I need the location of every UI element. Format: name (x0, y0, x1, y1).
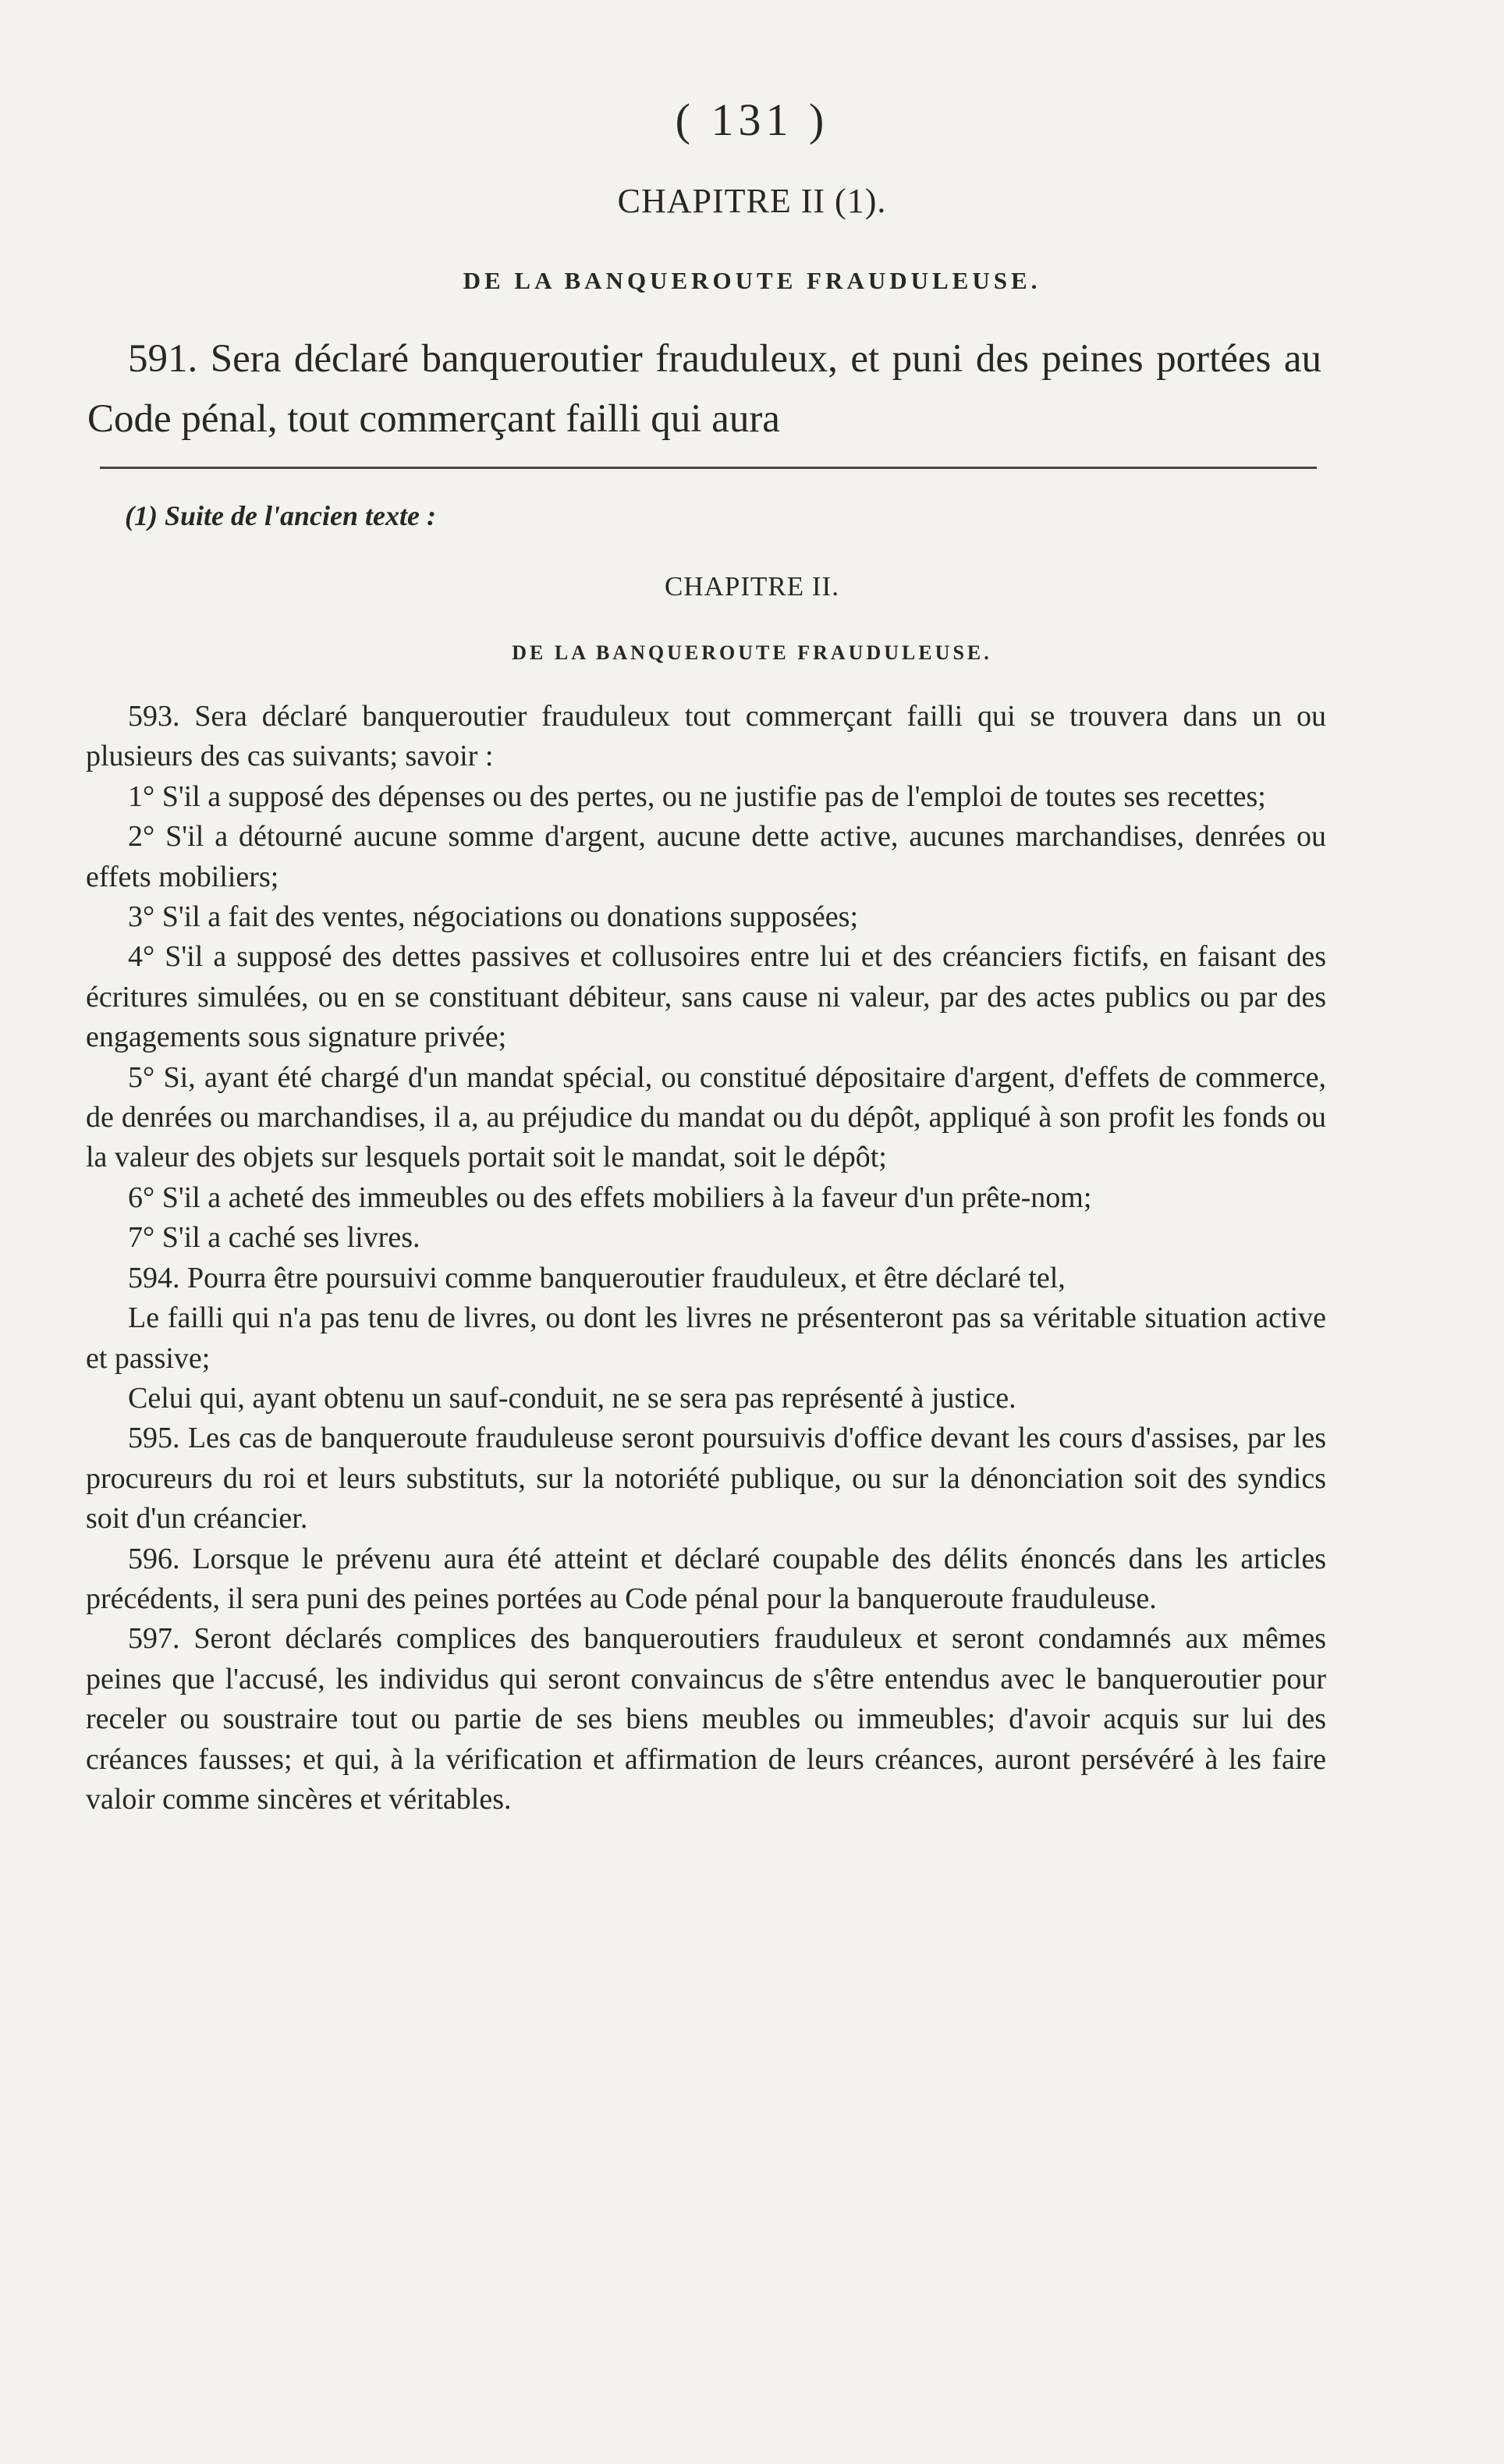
footnote-paragraph: 595. Les cas de banqueroute frauduleuse seront poursuivis d'office devant les cours d'assises, par les procureurs du roi et leurs substituts, sur la notoriété publique, ou sur la dénonciation soit des syndics soit d'un créancier. (86, 1422, 1326, 1536)
footnote-paragraph: 7° S'il a caché ses livres. (128, 1221, 420, 1255)
footnote-body (86, 697, 1326, 1820)
section-title: DE LA BANQUEROUTE FRAUDULEUSE. (463, 267, 1041, 294)
footnote-paragraph: 1° S'il a supposé des dépenses ou des pertes, ou ne justifie pas de l'emploi de toutes ses recettes; (128, 779, 1266, 813)
footnote-paragraph: Le failli qui n'a pas tenu de livres, ou dont les livres ne présenteront pas sa véritable situation active et passive; (86, 1301, 1326, 1375)
footnote-paragraph: 5° Si, ayant été chargé d'un mandat spécial, ou constitué dépositaire d'argent, d'effets de commerce, de denrées ou marchandises, il a, au préjudice du mandat ou du dépôt, appliqué à son profit les fonds ou la valeur des objets sur lesquels portait soit le mandat, soit le dépôt; (86, 1060, 1326, 1174)
footnote-paragraph: 593. Sera déclaré banqueroutier frauduleux tout commerçant failli qui se trouvera dans un ou plusieurs des cas suivants; savoir : (86, 700, 1326, 773)
footnote-paragraph: 596. Lorsque le prévenu aura été atteint et déclaré coupable des délits énoncés dans les articles précédents, il sera puni des peines portées au Code pénal pour la banqueroute frauduleuse. (86, 1542, 1326, 1615)
footnote-intro: (1) Suite de l'ancien texte : (125, 500, 436, 531)
footnote-paragraph: 6° S'il a acheté des immeubles ou des effets mobiliers à la faveur d'un prête-nom; (128, 1181, 1092, 1214)
main-paragraph: 591. Sera déclaré banqueroutier frauduleux, et puni des peines portées au Code pénal, tout commerçant failli qui aura (87, 337, 1321, 441)
footnote-paragraph: 3° S'il a fait des ventes, négociations ou donations supposées; (128, 900, 859, 934)
footnote-paragraph: 2° S'il a détourné aucune somme d'argent, aucune dette active, aucunes marchandises, denrées ou effets mobiliers; (86, 820, 1326, 893)
footnote-paragraph: 597. Seront déclarés complices des banqueroutiers frauduleux et seront condamnés aux mêmes peines que l'accusé, les individus qui seront convaincus de s'être entendus avec le banqueroutier pour receler ou soustraire tout ou partie de ses biens meubles ou immeubles; d'avoir acquis sur lui des créances fausses; et qui, à la vérification et affirmation de leurs créances, auront persévéré à les faire valoir comme sincères et véritables. (86, 1622, 1326, 1816)
footnote-paragraph: 594. Pourra être poursuivi comme banqueroutier frauduleux, et être déclaré tel, (128, 1261, 1066, 1294)
footnote-section-title: DE LA BANQUEROUTE FRAUDULEUSE. (512, 641, 992, 664)
footnote-separator (100, 467, 1317, 469)
footnote-chapter-title: CHAPITRE II. (665, 571, 839, 602)
footnote-paragraph: Celui qui, ayant obtenu un sauf-conduit, ne se sera pas représenté à justice. (128, 1381, 1016, 1415)
chapter-title: CHAPITRE II (1). (617, 182, 887, 220)
footnote-paragraph: 4° S'il a supposé des dettes passives et collusoires entre lui et des créanciers fictifs, en faisant des écritures simulées, ou en se constituant débiteur, sans cause ni valeur, par des actes publics ou par des engagements sous signature privée; (86, 940, 1326, 1054)
page-number: ( 131 ) (675, 94, 829, 145)
